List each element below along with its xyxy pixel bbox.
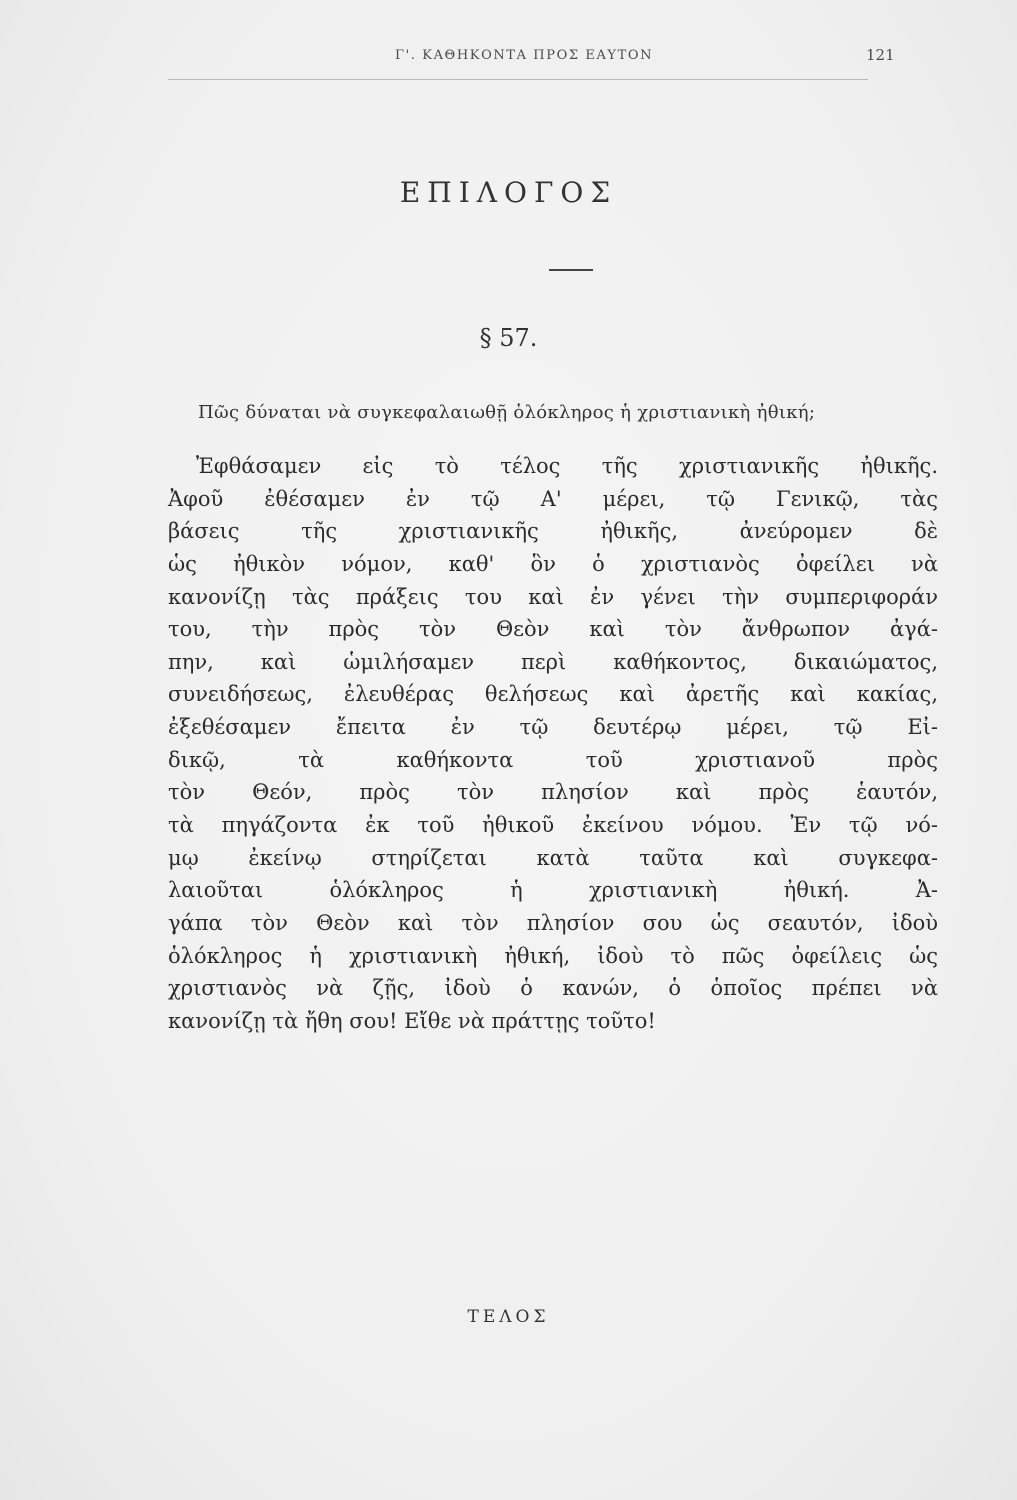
body-line: γάπα τὸν Θεὸν καὶ τὸν πλησίον σου ὡς σεαυτόν, ἰδοὺ (168, 910, 938, 935)
body-line: πην, καὶ ὡμιλήσαμεν περὶ καθήκοντος, δικαιώματος, (168, 649, 938, 674)
body-line: χριστιανὸς νὰ ζῇς, ἰδοὺ ὁ κανών, ὁ ὁποῖος πρέπει νὰ (168, 976, 938, 1001)
end-marker: ΤΕΛΟΣ (467, 1307, 550, 1327)
body-line: λαιοῦται ὁλόκληρος ἡ χριστιανικὴ ἠθική. Ἀ- (168, 878, 938, 903)
body-paragraph (168, 450, 938, 1038)
title-dash (549, 269, 593, 271)
body-line: κανονίζῃ τὰς πράξεις του καὶ ἐν γένει τὴν συμπεριφοράν (168, 584, 938, 609)
section-number: § 57. (479, 324, 538, 352)
body-line: Ἀφοῦ ἐθέσαμεν ἐν τῷ Α' μέρει, τῷ Γενικῷ, τὰς (168, 486, 938, 511)
body-line: τὸν Θεόν, πρὸς τὸν πλησίον καὶ πρὸς ἑαυτόν, (168, 780, 938, 805)
body-line: κανονίζῃ τὰ ἤθη σου! Εἴθε νὰ πράττῃς τοῦτο! (168, 1008, 656, 1033)
body-line: μῳ ἐκείνῳ στηρίζεται κατὰ ταῦτα καὶ συγκεφα- (168, 845, 938, 870)
body-line: του, τὴν πρὸς τὸν Θεὸν καὶ τὸν ἄνθρωπον ἀγά- (168, 617, 938, 642)
section-question: Πῶς δύναται νὰ συγκεφαλαιωθῇ ὁλόκληρος ἡ χριστιανικὴ ἠθική; (198, 402, 816, 423)
body-line: συνειδήσεως, ἐλευθέρας θελήσεως καὶ ἀρετῆς καὶ κακίας, (168, 682, 938, 707)
header-rule (168, 79, 868, 80)
running-head: Γ'. ΚΑΘΗΚΟΝΤΑ ΠΡΟΣ ΕΑΥΤΟΝ (395, 48, 654, 63)
body-line: δικῷ, τὰ καθήκοντα τοῦ χριστιανοῦ πρὸς (168, 747, 938, 772)
page-number: 121 (866, 46, 895, 64)
body-line: ὁλόκληρος ἡ χριστιανικὴ ἠθική, ἰδοὺ τὸ πῶς ὀφείλεις ὡς (168, 943, 938, 968)
body-line: Ἐφθάσαμεν εἰς τὸ τέλος τῆς χριστιανικῆς ἠθικῆς. (196, 454, 938, 478)
body-line: ἐξεθέσαμεν ἔπειτα ἐν τῷ δευτέρῳ μέρει, τῷ Εἰ- (168, 715, 938, 740)
body-line: βάσεις τῆς χριστιανικῆς ἠθικῆς, ἀνεύρομεν δὲ (168, 519, 938, 544)
body-line: τὰ πηγάζοντα ἐκ τοῦ ἠθικοῦ ἐκείνου νόμου. Ἐν τῷ νό- (168, 813, 938, 838)
body-line: ὡς ἠθικὸν νόμον, καθ' ὃν ὁ χριστιανὸς ὀφείλει νὰ (168, 551, 938, 576)
chapter-title: ΕΠΙΛΟΓΟΣ (399, 176, 618, 209)
